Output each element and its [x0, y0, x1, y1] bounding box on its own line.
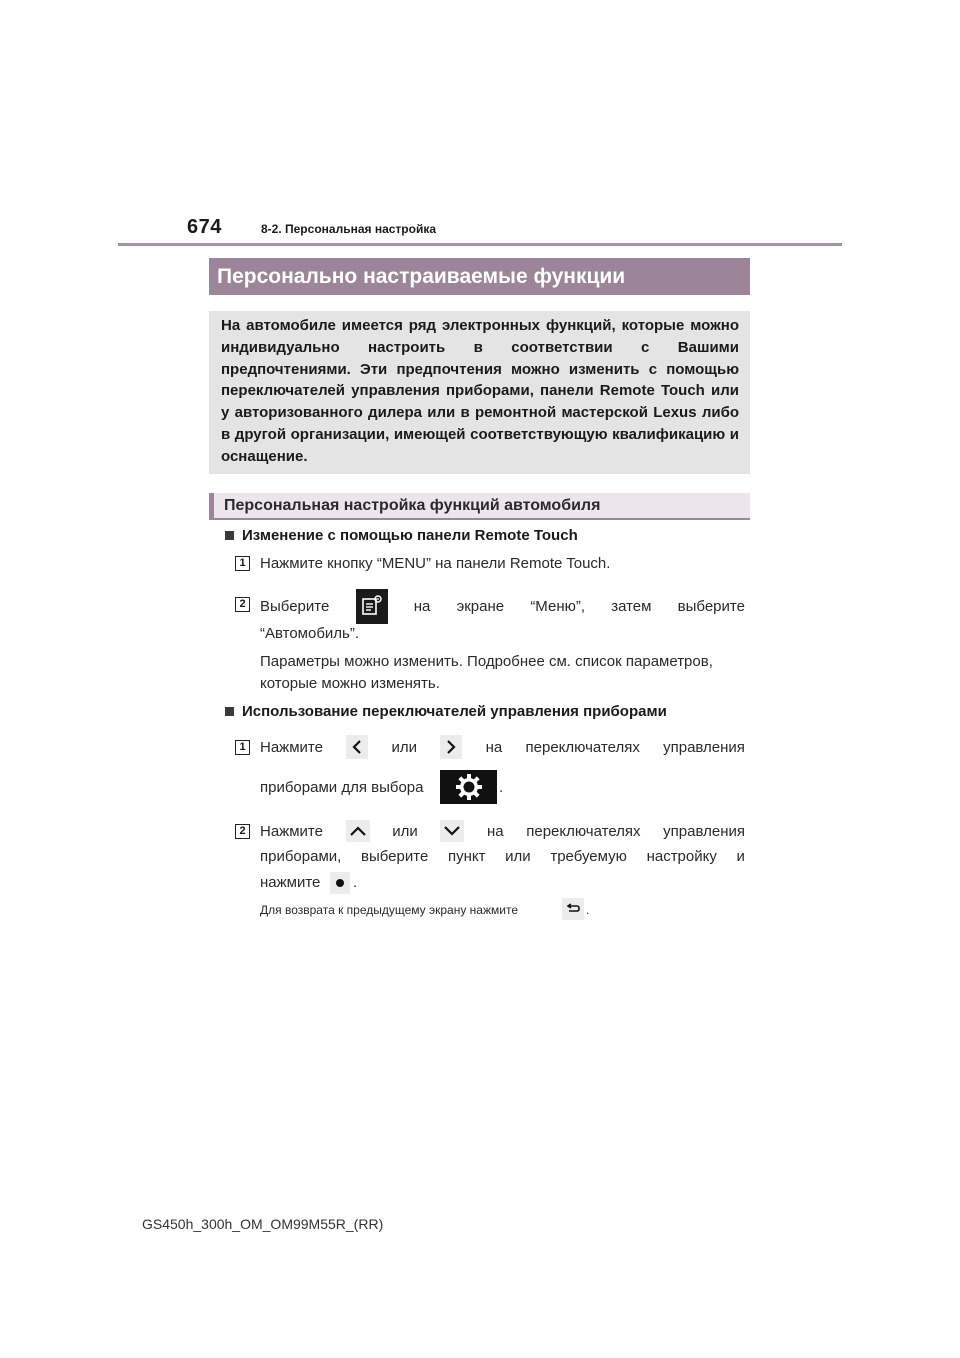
word: Нажмите: [260, 822, 323, 840]
settings-menu-icon: [356, 589, 388, 624]
word: выберите: [361, 847, 429, 865]
word: управления: [663, 822, 745, 840]
header-divider: [118, 243, 842, 246]
word: выберите: [677, 597, 745, 615]
intro-box: [209, 311, 750, 474]
remote-touch-step1-text: Нажмите кнопку “MENU” на панели Remote Touch.: [260, 555, 611, 572]
word: экране: [456, 597, 505, 615]
remote-touch-note-line1: Параметры можно изменить. Подробнее см. список параметров,: [260, 653, 713, 670]
subsection-title: Персональная настройка функций автомобиля: [209, 493, 750, 520]
word: на: [486, 822, 504, 840]
enter-dot-icon: [330, 872, 350, 894]
word: на: [413, 597, 431, 615]
step-number-badge: 1: [235, 740, 250, 755]
word: требуемую: [550, 847, 627, 865]
word: переключателях: [525, 738, 640, 756]
step-number-badge: 2: [235, 824, 250, 839]
word: или: [505, 847, 531, 865]
meter-step2-line1: [260, 818, 745, 844]
word: “Меню”,: [530, 597, 586, 615]
meter-step2-end: .: [353, 874, 358, 891]
word: затем: [611, 597, 652, 615]
remote-touch-note-line2: которые можно изменять.: [260, 675, 440, 692]
back-arrow-icon: [562, 898, 584, 920]
word: пункт: [447, 847, 486, 865]
word: на: [485, 738, 503, 756]
remote-touch-heading: Изменение с помощью панели Remote Touch: [242, 527, 578, 544]
meter-switches-heading: Использование переключателей управления приборами: [242, 703, 667, 720]
remote-touch-step2-line1: [260, 587, 745, 625]
document-code: GS450h_300h_OM_OM99M55R_(RR): [142, 1216, 384, 1232]
remote-touch-step2-line2: “Автомобиль”.: [260, 625, 360, 642]
meter-step2-line3: нажмите: [260, 874, 321, 891]
meter-step1-end: .: [499, 779, 504, 796]
word: приборами,: [260, 847, 342, 865]
square-bullet: [225, 707, 234, 716]
page-number: 674: [187, 216, 222, 238]
meter-step1-line1: [260, 734, 745, 760]
step-number-badge: 1: [235, 556, 250, 571]
return-note-end: .: [586, 903, 590, 917]
section-label: 8-2. Персональная настройка: [261, 222, 437, 236]
step-number-badge: 2: [235, 597, 250, 612]
intro-text: На автомобиле имеется ряд электронных функций, которые можно индивидуально настроить в соответствии с Вашими предпочтениями. Эти предпочтения можно изменить с помощью переключателей управления приборами, панели Remote Touch или у авторизованного дилера или в ремонтной мастерской Lexus либо в другой организации, имеющей соответствующую квалификацию и оснащение.: [221, 317, 739, 465]
page-title: Персонально настраиваемые функции: [209, 258, 750, 295]
meter-step2-line2: [260, 846, 745, 866]
chevron-down-icon: [440, 820, 464, 842]
word: или: [391, 738, 418, 756]
gear-icon: [440, 770, 497, 804]
word: или: [392, 822, 418, 840]
word: управления: [663, 738, 745, 756]
word: переключателях: [526, 822, 641, 840]
return-note: Для возврата к предыдущему экрану нажмите: [260, 903, 518, 917]
square-bullet: [225, 531, 234, 540]
word: и: [736, 847, 745, 865]
word: настройку: [646, 847, 717, 865]
word: Выберите: [260, 597, 330, 615]
chevron-left-icon: [346, 735, 368, 759]
chevron-right-icon: [440, 735, 462, 759]
chevron-up-icon: [346, 820, 370, 842]
meter-step1-line2: приборами для выбора: [260, 779, 424, 796]
word: Нажмите: [260, 738, 323, 756]
